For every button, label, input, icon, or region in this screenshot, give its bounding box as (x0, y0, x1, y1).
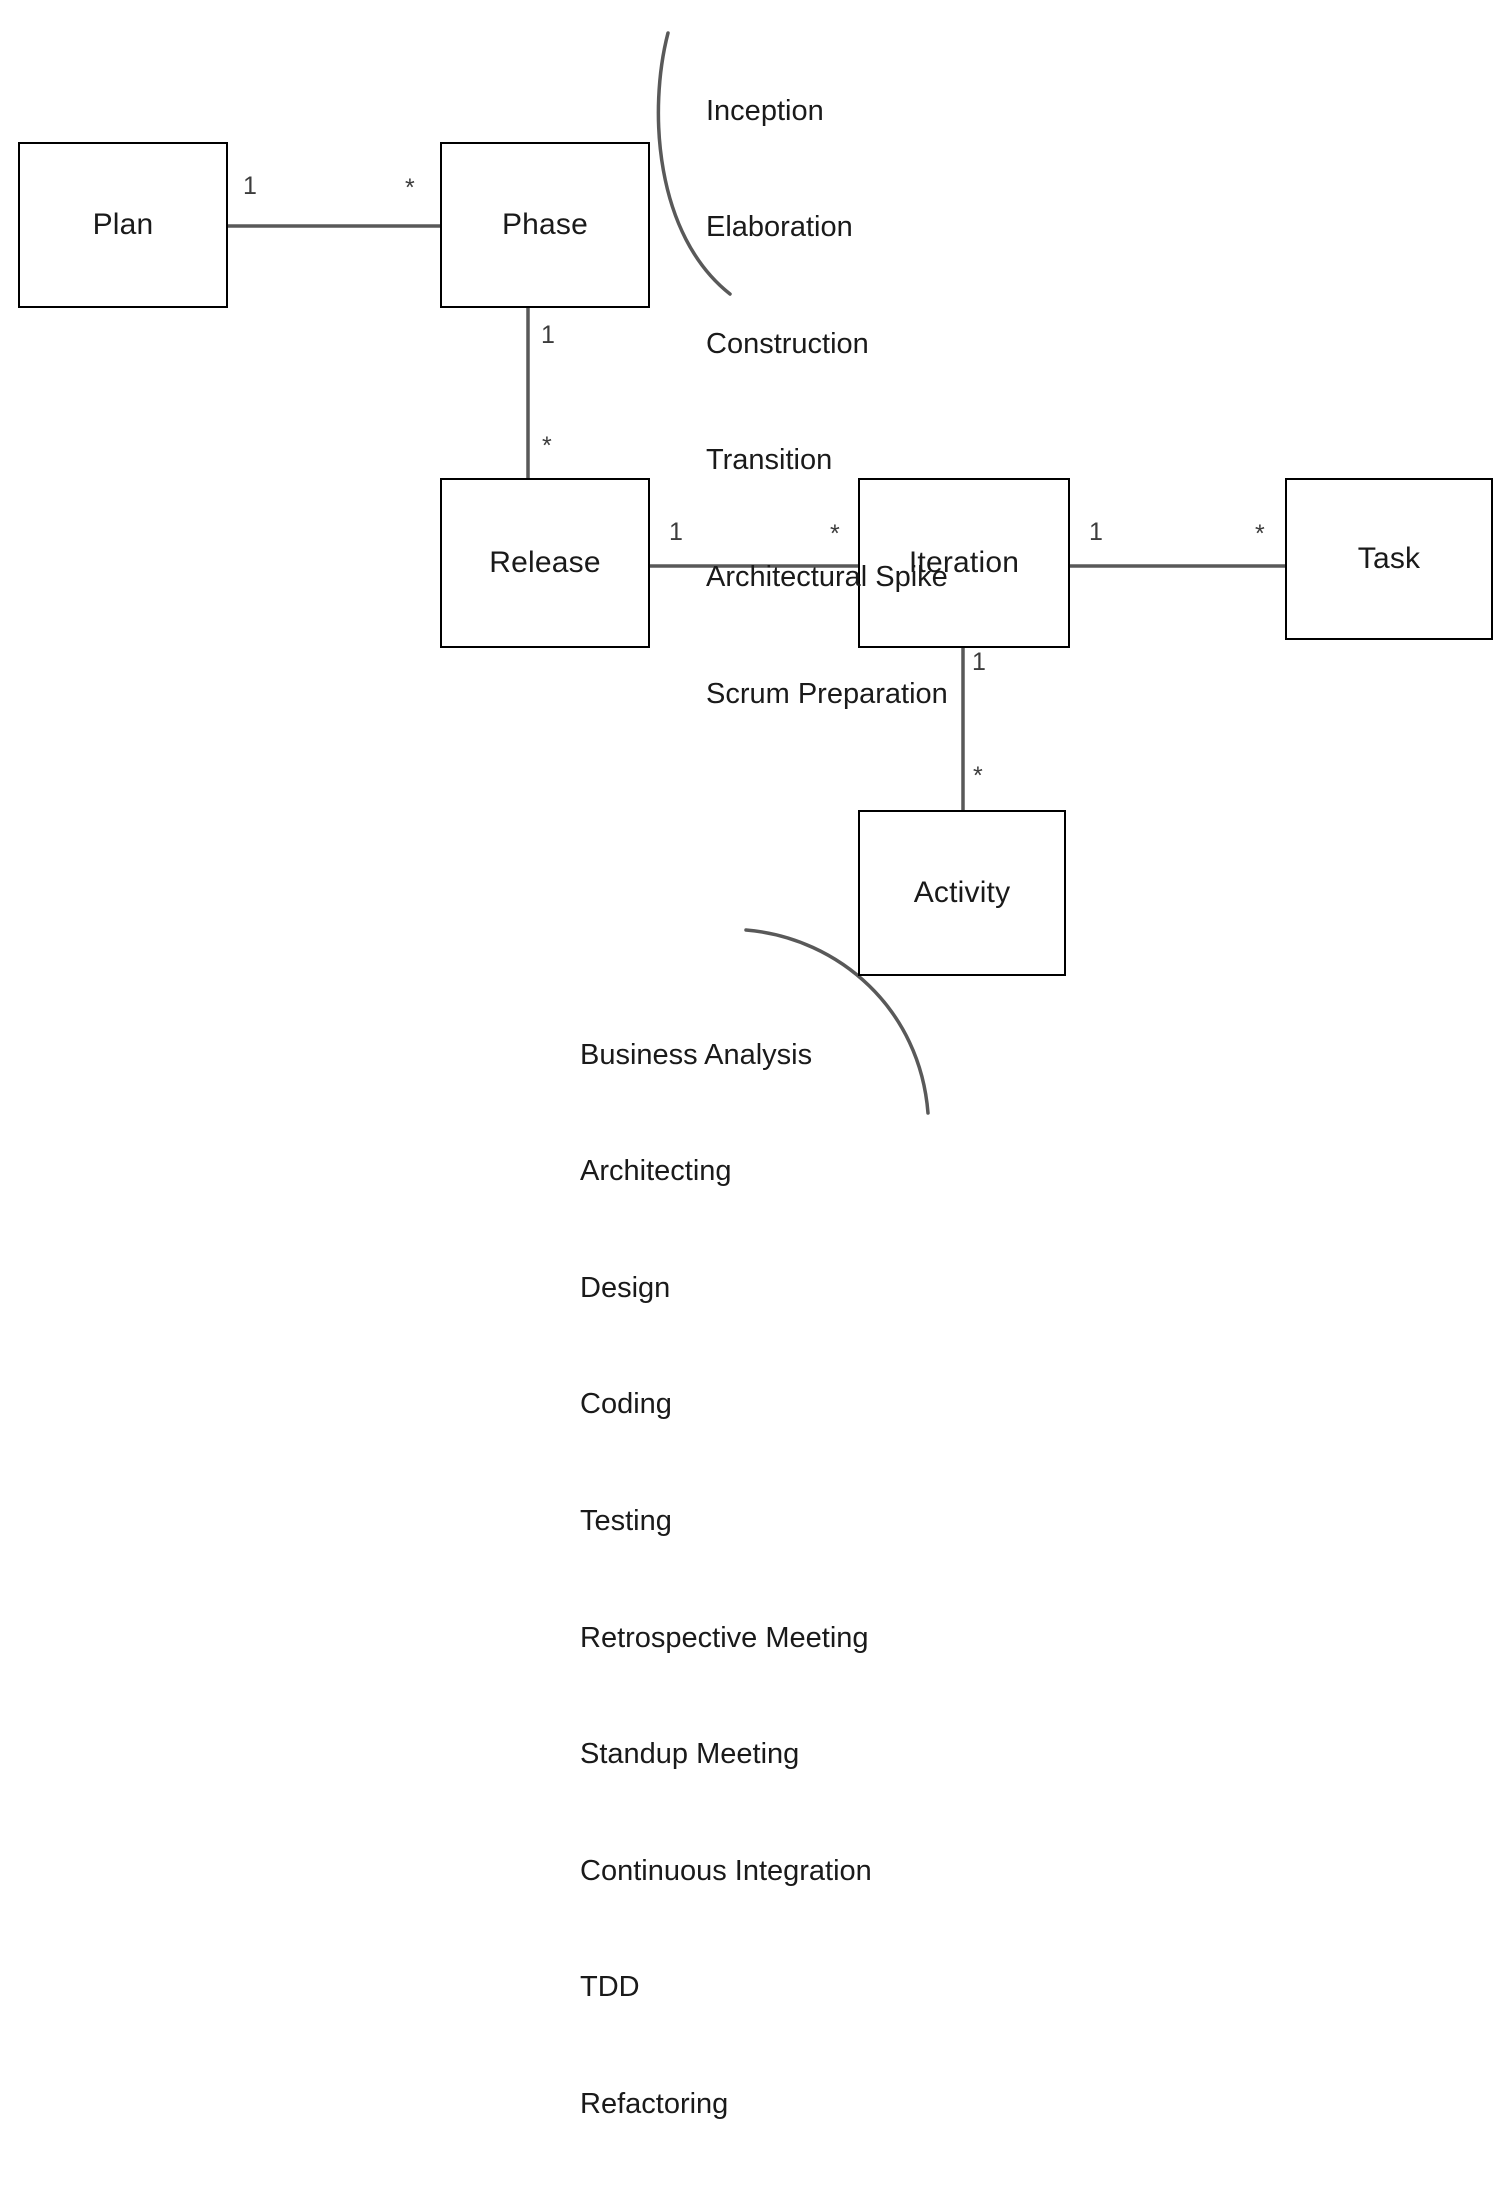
note-activity-value: Testing (580, 1505, 672, 1538)
multiplicity-iteration-task-from: 1 (1089, 518, 1103, 546)
class-name-plan: Plan (92, 208, 154, 241)
class-box-task[interactable] (1285, 478, 1493, 640)
class-name-task: Task (1357, 542, 1421, 575)
note-activity-value: Architecting (580, 1155, 732, 1188)
multiplicity-release-iteration-from: 1 (669, 518, 683, 546)
note-activity-value: Business Analysis (580, 1038, 813, 1071)
note-phase-value: Transition (706, 444, 833, 477)
note-activity-value: Retrospective Meeting (580, 1621, 869, 1654)
note-activity-values (580, 958, 872, 2202)
multiplicity-phase-release-to: * (542, 432, 552, 460)
multiplicity-iteration-activity-from: 1 (972, 648, 986, 676)
multiplicity-plan-phase-to: * (405, 174, 415, 202)
note-phase-value: Construction (706, 327, 869, 360)
note-activity-value: TDD (580, 1971, 640, 2004)
multiplicity-iteration-task-to: * (1255, 520, 1265, 548)
class-box-release[interactable] (440, 478, 650, 648)
multiplicity-phase-release-from: 1 (541, 321, 555, 349)
note-activity-value: Refactoring (580, 2087, 729, 2120)
class-name-iteration: Iteration (908, 546, 1020, 579)
note-phase-values (706, 14, 948, 791)
note-phase-value: Scrum Preparation (706, 677, 948, 710)
class-name-activity: Activity (913, 876, 1011, 909)
note-phase-value: Architectural Spike (706, 561, 948, 594)
class-name-phase: Phase (501, 208, 589, 241)
note-activity-value: Standup Meeting (580, 1738, 800, 1771)
class-box-phase[interactable] (440, 142, 650, 308)
class-box-activity[interactable] (858, 810, 1066, 976)
multiplicity-iteration-activity-to: * (973, 762, 983, 790)
class-box-plan[interactable] (18, 142, 228, 308)
class-name-release: Release (489, 546, 601, 579)
note-phase-value: Inception (706, 94, 824, 127)
note-activity-value: Coding (580, 1388, 672, 1421)
multiplicity-release-iteration-to: * (830, 520, 840, 548)
note-activity-value: Design (580, 1271, 671, 1304)
note-phase-value: Elaboration (706, 211, 853, 244)
note-activity-value: Continuous Integration (580, 1854, 872, 1887)
multiplicity-plan-phase-from: 1 (243, 172, 257, 200)
